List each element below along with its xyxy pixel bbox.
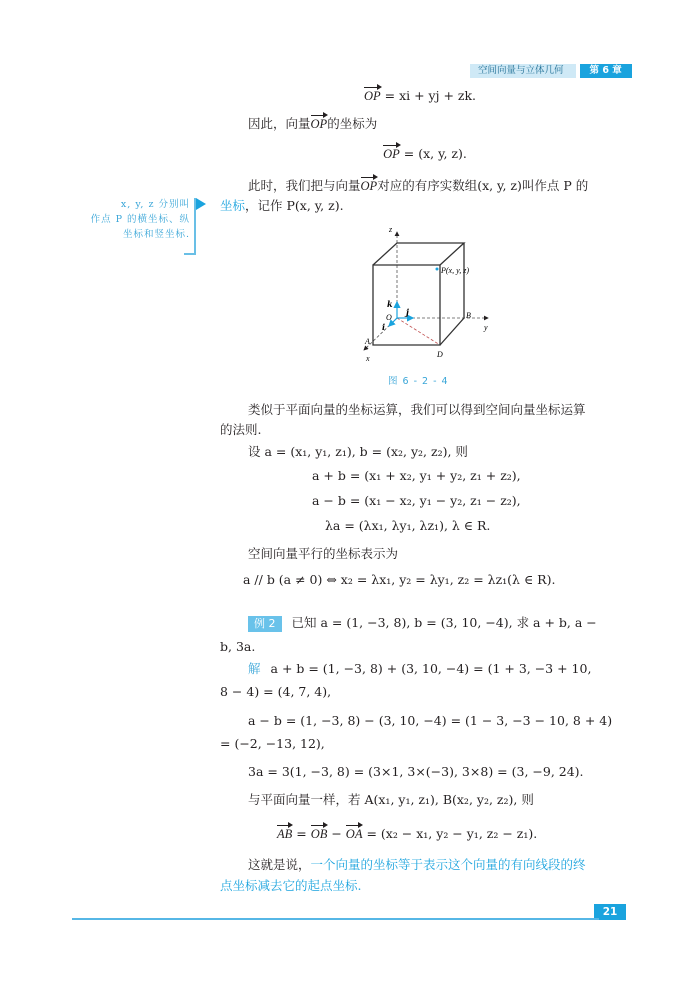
margin-note-line: 坐标和竖坐标.: [122, 229, 190, 240]
equation-rhs: = xi + yj + zk.: [384, 88, 477, 103]
vector-ob: OB: [310, 827, 328, 841]
paragraph-points: 与平面向量一样，若 A(x₁, y₁, z₁), B(x₂, y₂, z₂), 则: [248, 792, 534, 807]
cube-diagram: [340, 220, 510, 370]
section-title: 空间向量与立体几何: [470, 64, 576, 78]
figure-caption: 图 6 - 2 - 4: [388, 376, 449, 387]
axis-label-z: z: [389, 225, 393, 234]
solution-step-1: [248, 661, 591, 677]
margin-note: [72, 197, 190, 242]
equation-op-components: [220, 88, 620, 104]
vector-ab: AB: [277, 827, 293, 841]
term-highlight: 坐标: [220, 198, 246, 213]
vector-oa: OA: [345, 827, 363, 841]
cube-coordinate-figure: [340, 220, 510, 370]
equation-ab: [277, 826, 537, 842]
text: 此时，我们把与向量: [248, 178, 361, 193]
let-statement: 设 a = (x₁, y₁, z₁), b = (x₂, y₂, z₂), 则: [248, 444, 468, 459]
point-label-a: A: [365, 337, 370, 346]
paragraph-point-coords-cont: [220, 198, 344, 214]
solution-step-1-cont: 8 − 4) = (4, 7, 4),: [220, 684, 332, 699]
unit-vector-k: k: [387, 299, 393, 309]
vector-op: OP: [363, 89, 381, 103]
text: = (x₂ − x₁, y₂ − y₁, z₂ − z₁).: [362, 826, 538, 841]
parallel-intro: 空间向量平行的坐标表示为: [248, 546, 399, 561]
text: 对应的有序实数组(x, y, z)叫作点 P 的: [377, 178, 589, 193]
equation-op-coords: [220, 146, 630, 162]
rule-subtraction: a − b = (x₁ − x₂, y₁ − y₂, z₁ − z₂),: [312, 493, 521, 508]
text: =: [292, 826, 311, 841]
paragraph-op-coords: [248, 116, 377, 132]
solution-step-3: 3a = 3(1, −3, 8) = (3×1, 3×(−3), 3×8) = (3, −9, 24).: [248, 764, 584, 779]
point-label-d: D: [437, 350, 443, 359]
point-label-p: P(x, y, z): [441, 266, 469, 275]
chapter-badge: 第 6 章: [580, 64, 632, 78]
paragraph-point-coords: [248, 178, 588, 194]
example-tag: 例 2: [248, 616, 282, 632]
solution-label: 解: [248, 661, 261, 676]
vector-op: OP: [360, 179, 378, 193]
vector-op: OP: [383, 147, 400, 161]
text: a + b = (1, −3, 8) + (3, 10, −4) = (1 + 3, −3 + 10,: [270, 661, 592, 676]
margin-note-line: 作点 P 的横坐标、纵: [90, 214, 190, 225]
margin-note-bracket-foot: [184, 253, 196, 255]
text: −: [327, 826, 346, 841]
unit-vector-j: j: [406, 307, 409, 317]
margin-note-line: x, y, z 分别叫: [120, 199, 190, 210]
text: 这就是说，: [248, 857, 311, 872]
page-number: 21: [594, 904, 626, 920]
paragraph-analogy: 类似于平面向量的坐标运算，我们可以得到空间向量坐标运算: [248, 402, 586, 417]
example-question-cont: b, 3a.: [220, 639, 256, 654]
solution-step-2-cont: = (−2, −13, 12),: [220, 736, 325, 751]
point-label-o: O: [386, 313, 392, 322]
point-label-b: B: [466, 311, 471, 320]
rule-addition: a + b = (x₁ + x₂, y₁ + y₂, z₁ + z₂),: [312, 468, 521, 483]
rule-scalar: λa = (λx₁, λy₁, λz₁), λ ∈ R.: [325, 518, 491, 533]
conclusion-cont: 点坐标减去它的起点坐标.: [220, 878, 362, 893]
equation-rhs: = (x, y, z).: [403, 146, 467, 161]
example-question: [248, 615, 597, 632]
axis-label-y: y: [484, 323, 488, 332]
solution-step-2: a − b = (1, −3, 8) − (3, 10, −4) = (1 − 3, −3 − 10, 8 + 4): [248, 713, 613, 728]
conclusion: [248, 857, 586, 873]
unit-vector-i: i: [382, 322, 386, 332]
vector-op: OP: [310, 117, 328, 131]
text: 因此，向量: [248, 116, 311, 131]
parallel-rule: a // b (a ≠ 0) ⇔ x₂ = λx₁, y₂ = λy₁, z₂ = λz₁(λ ∈ R).: [243, 572, 556, 587]
text: ，记作 P(x, y, z).: [245, 198, 344, 213]
paragraph-analogy-cont: 的法则.: [220, 422, 262, 437]
running-header: [470, 64, 632, 78]
footer-rule: [72, 918, 599, 920]
text: 已知 a = (1, −3, 8), b = (3, 10, −4), 求 a + b, a −: [291, 615, 597, 630]
highlight-text: 一个向量的坐标等于表示这个向量的有向线段的终: [310, 857, 586, 872]
axis-label-x: x: [366, 354, 370, 363]
flag-pointer-icon: [196, 198, 206, 210]
text: 的坐标为: [327, 116, 378, 131]
